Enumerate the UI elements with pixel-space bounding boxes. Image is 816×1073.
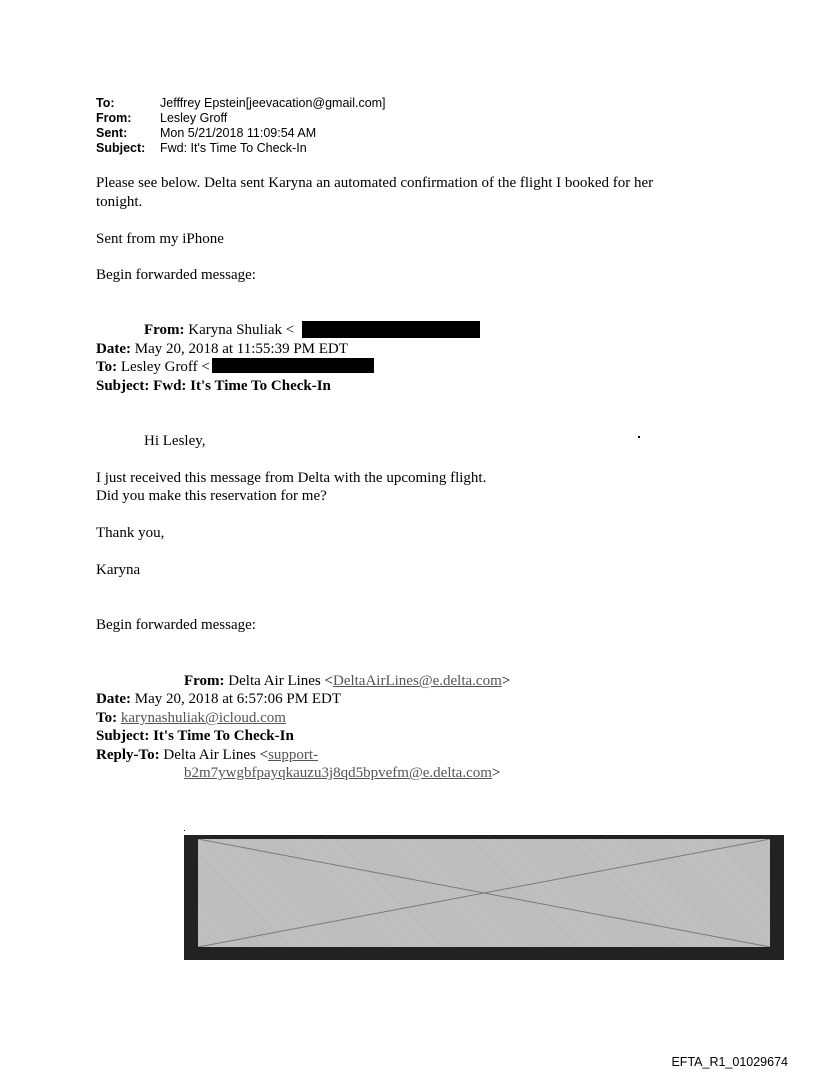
fwd2-to-email-link[interactable]: karynashuliak@icloud.com (120, 710, 286, 726)
from-value: Lesley Groff (160, 111, 228, 125)
fwd2-date-value: May 20, 2018 at 6:57:06 PM EDT (134, 691, 341, 707)
fwd2-subject-value: It's Time To Check-In (153, 728, 294, 744)
broken-image-icon (198, 839, 770, 947)
redaction-block (212, 358, 374, 373)
sent-value: Mon 5/21/2018 11:09:54 AM (160, 126, 317, 140)
begin-forwarded-1: Begin forwarded message: (96, 267, 256, 283)
image-placeholder (184, 835, 784, 960)
stray-dot (638, 436, 640, 438)
fwd2-replyto-email-link-part1[interactable]: support- (268, 747, 319, 763)
to-label: To: (96, 96, 115, 110)
signature: Karyna (96, 562, 141, 578)
sent-label: Sent: (96, 126, 128, 140)
fwd1-subject-row (96, 377, 331, 396)
fwd1-subject-label: Subject: (96, 378, 150, 394)
from-label: From: (96, 111, 132, 125)
fwd1-from-label: From: (144, 322, 185, 338)
fwd2-from-close: > (501, 673, 511, 689)
fwd1-from-row (144, 321, 294, 340)
fwd2-replyto-value: Delta Air Lines < (163, 747, 269, 763)
greeting: Hi Lesley, (144, 433, 206, 449)
fwd1-subject-value: Fwd: It's Time To Check-In (153, 378, 331, 394)
fwd1-to-row (96, 358, 210, 377)
to-value: Jefffrey Epstein[jeevacation@gmail.com] (160, 96, 386, 110)
thanks-line: Thank you, (96, 525, 165, 541)
image-cross-lines (198, 839, 770, 947)
fwd1-date-label: Date: (96, 341, 131, 357)
fwd1-date-value: May 20, 2018 at 11:55:39 PM EDT (134, 341, 348, 357)
body-line-1: Please see below. Delta sent Karyna an automated confirmation of the flight I booked for her (96, 175, 654, 191)
fwd2-replyto-close: > (491, 765, 501, 781)
fwd1-from-value: Karyna Shuliak < (188, 322, 295, 338)
fwd2-subject-label: Subject: (96, 728, 150, 744)
body2-line-1: I just received this message from Delta with the upcoming flight. (96, 470, 487, 486)
fwd2-to-row (96, 709, 286, 728)
fwd2-subject-row (96, 727, 294, 746)
redaction-block (302, 321, 480, 338)
begin-forwarded-2: Begin forwarded message: (96, 617, 256, 633)
fwd2-from-row (184, 672, 510, 691)
document-id: EFTA_R1_01029674 (671, 1055, 788, 1069)
fwd2-date-row (96, 690, 341, 709)
fwd1-to-value: Lesley Groff < (120, 359, 210, 375)
fwd2-replyto-row-cont (184, 764, 500, 783)
subject-label: Subject: (96, 141, 146, 155)
sent-from-line: Sent from my iPhone (96, 231, 224, 247)
fwd2-replyto-label: Reply-To: (96, 747, 160, 763)
fwd1-date-row (96, 340, 348, 359)
fwd2-from-value: Delta Air Lines < (228, 673, 333, 689)
body-line-2: tonight. (96, 194, 143, 210)
body2-line-2: Did you make this reservation for me? (96, 488, 327, 504)
stray-dot (184, 830, 185, 831)
fwd2-replyto-email-link-part2[interactable]: b2m7ywgbfpayqkauzu3j8qd5bpvefm@e.delta.com (184, 765, 492, 781)
fwd2-replyto-row (96, 746, 318, 765)
fwd1-to-label: To: (96, 359, 118, 375)
fwd2-to-label: To: (96, 710, 118, 726)
fwd2-from-email-link[interactable]: DeltaAirLines@e.delta.com (332, 673, 502, 689)
subject-value: Fwd: It's Time To Check-In (160, 141, 307, 155)
fwd2-date-label: Date: (96, 691, 131, 707)
fwd2-from-label: From: (184, 673, 225, 689)
